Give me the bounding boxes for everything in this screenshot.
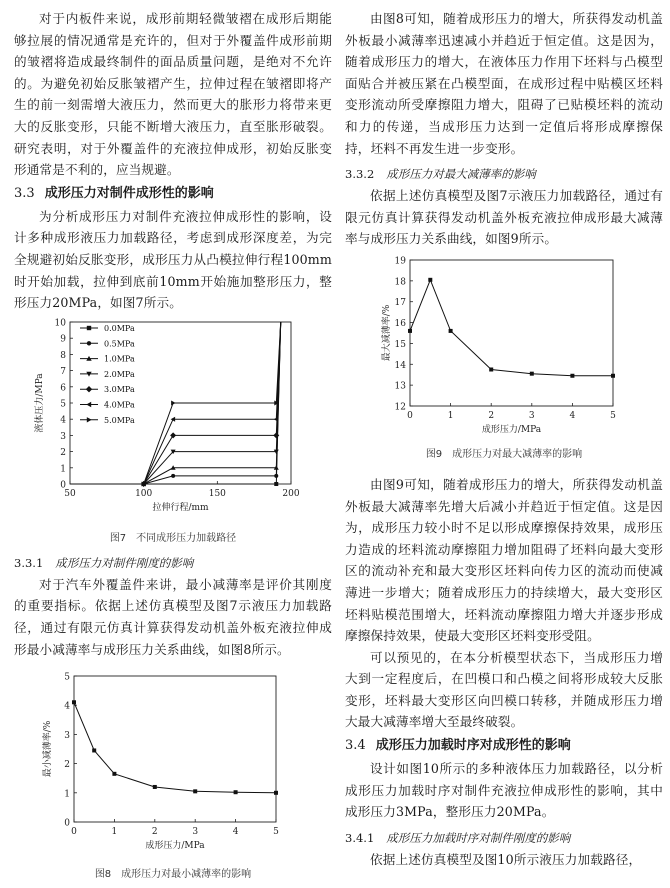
paragraph: 依据上述仿真模型及图7示液压力加载路径，通过有限元仿真计算获得发动机盖外板充液拉伸成形最大减薄率与成形压力关系曲线，如图9所示。 <box>345 188 663 247</box>
y-tick-label: 10 <box>54 318 66 329</box>
y-tick-label: 9 <box>60 334 66 345</box>
legend-marker <box>86 386 92 392</box>
y-tick-label: 16 <box>394 319 406 330</box>
x-tick-label: 0 <box>407 410 413 421</box>
y-tick-label: 3 <box>64 730 70 741</box>
paragraph: 由图8可知，随着成形压力的增大，所获得发动机盖外板最小减薄率迅速减小并趋近于恒定值。这是因为，随着成形压力的增大，在液体压力作用下坯料与凸模型面贴合并被压紧在凸模型面，在成形过程中贴模区坯料变形流动所受摩擦阻力增大，阻碍了已贴模坯料的流动和力的传递，当成形压力达到一定值后将形成摩擦保持，坯料不再发生进一步变形。 <box>345 11 663 156</box>
data-point <box>112 772 116 776</box>
data-point <box>273 432 279 438</box>
x-tick-label: 4 <box>569 410 576 421</box>
subsection-heading-3-4-1 <box>345 827 663 849</box>
data-point <box>489 367 493 371</box>
legend-label: 2.0MPa <box>104 369 135 379</box>
x-tick-label: 50 <box>64 488 76 499</box>
paragraph: 由图9可知，随着成形压力的增大，所获得发动机盖外板最大减薄率先增大后减小并趋近于恒定值。这是因为，成形压力较小时不足以形成摩擦保持效果，成形压力造成的坯料流动摩擦阻力增加阻碍了坯料向最大变形区的流动补充和最大变形区坯料向传力区的流动而使减薄进一步增大；随着成形压力的持续增大，最大变形区坯料贴模范围增大，坯料流动摩擦阻力增大并逐步形成摩擦保持效果，使最大变形区坯料变形受阻。 <box>345 476 663 644</box>
legend-marker <box>86 402 91 407</box>
y-tick-label: 17 <box>394 298 406 309</box>
y-tick-label: 0 <box>64 818 70 829</box>
data-point <box>274 474 278 478</box>
y-tick-label: 1 <box>64 789 70 800</box>
legend-label: 3.0MPa <box>104 384 135 394</box>
paragraph: 对于汽车外覆盖件来讲，最小减薄率是评价其刚度的重要指标。依据上述仿真模型及图7示液压力加载路径，通过有限元仿真计算获得发动机盖外板充液拉伸成形最小减薄率与成形压力关系曲线，如图8所示。 <box>14 576 332 657</box>
data-point <box>234 790 238 794</box>
data-point <box>428 278 432 282</box>
figure-8 <box>14 670 332 882</box>
y-tick-label: 2 <box>64 760 70 771</box>
figure-9-caption: 图9 成形压力对最大减薄率的影响 <box>425 448 583 460</box>
data-point <box>170 432 176 438</box>
y-tick-label: 8 <box>60 350 66 361</box>
legend-label: 5.0MPa <box>104 415 135 425</box>
subsection-number: 3.3.1 <box>14 555 44 570</box>
legend-label: 0.0MPa <box>104 323 135 333</box>
paragraph: 对于内板件来说，成形前期轻微皱褶在成形后期能够拉展的情况通常是充许的，但对于外覆盖件成形前期的皱褶将造成最终制件的面品质量问题，是绝对不允许的。为避免初始反胀皱褶产生，拉伸过程在皱褶即将产生的前一刻需增大液压力，然而更大的胀形力将带来更大的反胀变形，只能不断增大液压力，直至胀形破裂。研究表明，对于外覆盖件的充液拉伸成形，初始反胀变形通常是不利的，应当规避。 <box>14 11 332 178</box>
y-tick-label: 4 <box>64 701 70 712</box>
paragraph: 为分析成形压力对制件充液拉伸成形性的影响，设计多种成形液压力加载路径，考虑到成形深度差，为完全规避初始反胀变形，成形压力从凸模拉伸行程100mm时开始加载，拉伸到底前10mm开始施加整形压力，整形压力20MPa，如图7所示。 <box>14 208 332 311</box>
data-point <box>274 482 278 486</box>
section-heading-3-3 <box>14 183 332 205</box>
y-tick-label: 7 <box>60 366 66 377</box>
data-point <box>449 329 453 333</box>
y-tick-label: 1 <box>60 464 66 475</box>
legend-marker <box>87 326 91 330</box>
series-line <box>74 702 276 793</box>
plot-frame <box>410 260 613 406</box>
x-tick-label: 200 <box>282 488 300 499</box>
legend-label: 1.0MPa <box>104 354 135 364</box>
x-axis-label: 成形压力/MPa <box>145 841 205 852</box>
data-point <box>171 400 176 405</box>
y-axis-label: 最小减薄率/% <box>43 720 53 778</box>
data-point <box>171 416 176 421</box>
legend-label: 0.5MPa <box>104 339 135 349</box>
y-tick-label: 12 <box>394 402 406 413</box>
data-point <box>530 372 534 376</box>
y-tick-label: 3 <box>60 431 66 442</box>
y-tick-label: 2 <box>60 447 66 458</box>
x-tick-label: 1 <box>447 410 454 421</box>
section-title: 成形压力加载时序对成形性的影响 <box>375 738 571 754</box>
x-tick-label: 3 <box>192 827 199 838</box>
y-tick-label: 0 <box>60 480 66 491</box>
paragraph: 设计如图10所示的多种液体压力加载路径，以分析成形压力加载时序对制件充液拉伸成形性的影响，其中成形压力3MPa，整形压力20MPa。 <box>345 761 663 820</box>
x-tick-label: 100 <box>135 488 153 499</box>
paragraph: 可以预见的，在本分析模型状态下，当成形压力增大到一定程度后，在凹模口和凸模之间将形成较大反胀变形，坯料最大变形区向凹模口转移，并随成形压力增大最大减薄率增大至最终破裂。 <box>345 649 663 730</box>
legend-marker <box>87 341 91 345</box>
subsection-number: 3.4.1 <box>345 830 375 845</box>
x-axis-label: 拉伸行程/mm <box>152 502 209 513</box>
figure-8-chart <box>14 670 332 860</box>
x-tick-label: 3 <box>528 410 535 421</box>
legend-label: 4.0MPa <box>104 400 135 410</box>
plot-frame <box>74 676 276 822</box>
subsection-title: 成形压力对最大减薄率的影响 <box>386 167 536 182</box>
figure-7 <box>14 318 332 548</box>
subsection-heading-3-3-2 <box>345 163 663 185</box>
subsection-number: 3.3.2 <box>345 167 375 182</box>
x-tick-label: 1 <box>111 827 118 838</box>
y-tick-label: 5 <box>60 399 66 410</box>
y-tick-label: 19 <box>394 256 406 267</box>
section-heading-3-4 <box>345 735 663 757</box>
x-tick-label: 2 <box>488 410 495 421</box>
y-axis-label: 液体压力/MPa <box>35 373 45 433</box>
data-point <box>408 329 412 333</box>
y-tick-label: 6 <box>60 383 66 394</box>
data-point <box>193 789 197 793</box>
data-point <box>570 374 574 378</box>
data-point <box>92 749 96 753</box>
left-column <box>14 8 332 882</box>
x-tick-label: 5 <box>273 827 279 838</box>
y-tick-label: 15 <box>394 339 406 350</box>
series-line <box>410 280 613 376</box>
figure-7-chart <box>14 318 332 528</box>
section-number: 3.3 <box>14 185 35 201</box>
x-tick-label: 150 <box>208 488 226 499</box>
paragraph: 依据上述仿真模型及图10所示液压力加载路径， <box>370 851 642 867</box>
subsection-title: 成形压力对制件刚度的影响 <box>55 555 194 570</box>
data-point <box>274 791 278 795</box>
data-point <box>611 374 615 378</box>
x-tick-label: 5 <box>610 410 616 421</box>
x-tick-label: 2 <box>151 827 158 838</box>
y-tick-label: 13 <box>394 381 406 392</box>
section-number: 3.4 <box>345 738 366 754</box>
subsection-heading-3-3-1 <box>14 552 332 574</box>
data-point <box>171 474 175 478</box>
section-title: 成形压力对制件成形性的影响 <box>44 185 214 201</box>
y-tick-label: 18 <box>394 277 406 288</box>
y-tick-label: 14 <box>394 360 406 371</box>
x-axis-label: 成形压力/MPa <box>481 424 542 435</box>
y-tick-label: 5 <box>64 672 70 683</box>
figure-9-chart <box>345 254 663 442</box>
figure-7-caption: 图7 不同成形压力加载路径 <box>109 532 237 544</box>
y-tick-label: 4 <box>60 415 66 426</box>
figure-9 <box>345 254 663 462</box>
x-tick-label: 4 <box>232 827 239 838</box>
data-point <box>72 700 76 704</box>
subsection-title: 成形压力加载时序对制件刚度的影响 <box>386 830 571 845</box>
data-point <box>153 785 157 789</box>
figure-8-caption: 图8 成形压力对最小减薄率的影响 <box>94 869 252 881</box>
x-tick-label: 0 <box>71 827 77 838</box>
legend-marker <box>87 417 92 422</box>
right-column <box>345 8 663 870</box>
y-axis-label: 最大减薄率/% <box>382 304 392 362</box>
